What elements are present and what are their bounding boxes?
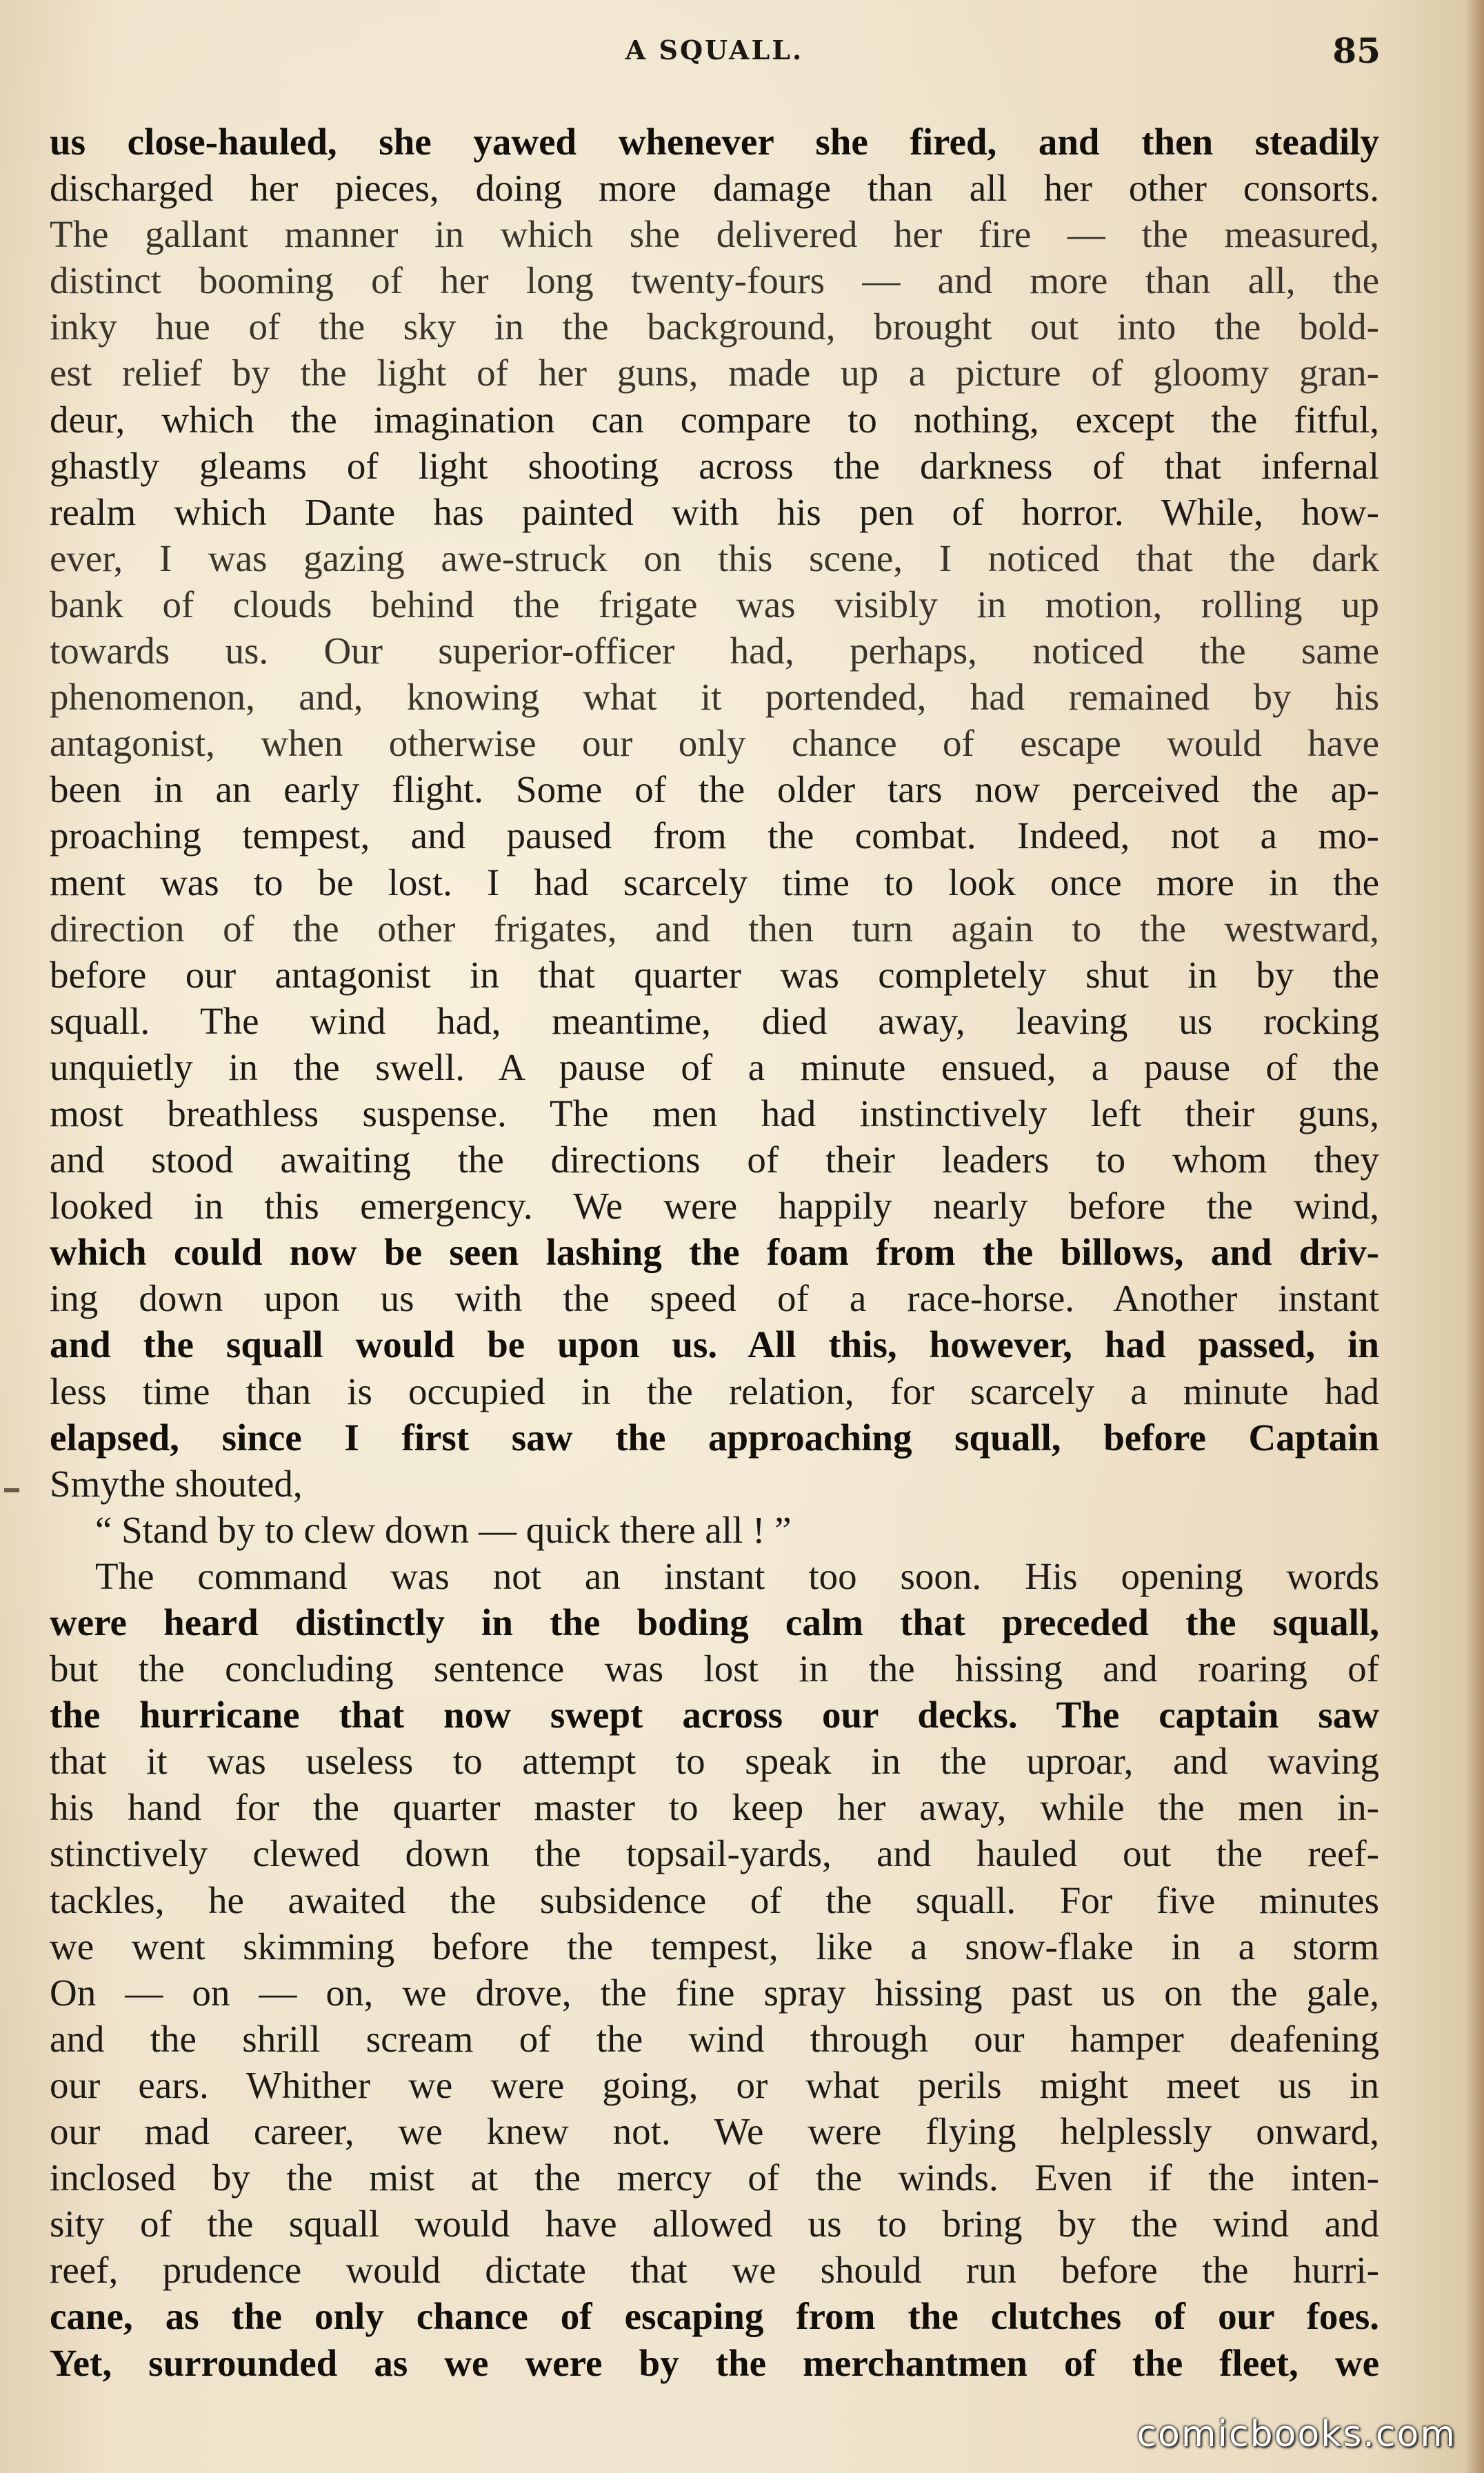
text-line: realm which Dante has painted with his pen of horror. While, how-: [50, 490, 1379, 533]
text-line: most breathless suspense. The men had instinctively left their guns,: [50, 1092, 1379, 1134]
text-line: Smythe shouted,: [50, 1462, 303, 1505]
text-line: were heard distinctly in the boding calm that preceded the squall,: [50, 1601, 1379, 1643]
text-line: est relief by the light of her guns, made up a picture of gloomy gran-: [50, 352, 1379, 394]
text-line: discharged her pieces, doing more damage than all her other consorts.: [50, 167, 1379, 210]
text-line: which could now be seen lashing the foam from the billows, and driv-: [50, 1231, 1379, 1274]
page-number: 85: [1332, 30, 1381, 71]
text-line: squall. The wind had, meantime, died away, leaving us rocking: [50, 999, 1379, 1042]
text-line: The gallant manner in which she delivered her fire — the measured,: [50, 213, 1379, 256]
site-watermark: comicbooks.com: [1136, 2414, 1456, 2455]
text-line: deur, which the imagination can compare to nothing, except the fitful,: [50, 398, 1379, 441]
text-line: inclosed by the mist at the mercy of the winds. Even if the inten-: [50, 2156, 1379, 2199]
text-line: looked in this emergency. We were happily nearly before the wind,: [50, 1185, 1379, 1228]
text-line: ghastly gleams of light shooting across the darkness of that infernal: [50, 444, 1379, 487]
text-line: before our antagonist in that quarter was completely shut in by the: [50, 953, 1379, 996]
text-line: we went skimming before the tempest, like a snow-flake in a storm: [50, 1925, 1379, 1968]
text-line: but the concluding sentence was lost in the hissing and roaring of: [50, 1648, 1379, 1690]
text-line: his hand for the quarter master to keep her away, while the men in-: [50, 1786, 1379, 1829]
text-line: that it was useless to attempt to speak in the uproar, and waving: [50, 1740, 1379, 1783]
text-line: ment was to be lost. I had scarcely time to look once more in the: [50, 861, 1379, 903]
text-line: distinct booming of her long twenty-fours — and more than all, the: [50, 259, 1379, 302]
text-line: our mad career, we knew not. We were flying helplessly onward,: [50, 2110, 1379, 2153]
text-line: The command was not an instant too soon. His opening words: [95, 1554, 1379, 1597]
text-line: On — on — on, we drove, the fine spray hissing past us on the gale,: [50, 1971, 1379, 2014]
text-line: been in an early flight. Some of the older tars now perceived the ap-: [50, 768, 1379, 811]
text-line: stinctively clewed down the topsail-yards, and hauled out the reef-: [50, 1832, 1379, 1875]
page-header: [48, 30, 1381, 79]
text-line: ever, I was gazing awe-struck on this scene, I noticed that the dark: [50, 537, 1379, 579]
text-line: and the shrill scream of the wind through our hamper deafening: [50, 2017, 1379, 2060]
text-line: direction of the other frigates, and then turn again to the westward,: [50, 907, 1379, 950]
body-text: [50, 119, 1379, 2386]
text-line: less time than is occupied in the relation, for scarcely a minute had: [50, 1370, 1379, 1412]
text-line: the hurricane that now swept across our decks. The captain saw: [50, 1694, 1379, 1736]
text-line: reef, prudence would dictate that we should run before the hurri-: [50, 2249, 1379, 2292]
text-line: towards us. Our superior-officer had, perhaps, noticed the same: [50, 630, 1379, 672]
text-line: and the squall would be upon us. All this, however, had passed, in: [50, 1323, 1379, 1366]
text-line: us close-hauled, she yawed whenever she fired, and then steadily: [50, 121, 1379, 163]
text-line: “ Stand by to clew down — quick there all ! ”: [95, 1508, 792, 1551]
text-line: ing down upon us with the speed of a race-horse. Another instant: [50, 1277, 1379, 1320]
margin-mark: [4, 1488, 19, 1492]
text-line: Yet, surrounded as we were by the merchantmen of the fleet, we: [50, 2341, 1379, 2384]
text-line: our ears. Whither we were going, or what perils might meet us in: [50, 2063, 1379, 2106]
text-line: bank of clouds behind the frigate was visibly in motion, rolling up: [50, 583, 1379, 625]
text-line: unquietly in the swell. A pause of a minute ensued, a pause of the: [50, 1045, 1379, 1088]
running-title: A SQUALL.: [625, 34, 804, 66]
text-line: tackles, he awaited the subsidence of the squall. For five minutes: [50, 1879, 1379, 1921]
text-line: sity of the squall would have allowed us to bring by the wind and: [50, 2203, 1379, 2245]
text-line: antagonist, when otherwise our only chance of escape would have: [50, 722, 1379, 765]
text-line: elapsed, since I first saw the approaching squall, before Captain: [50, 1416, 1379, 1459]
text-line: phenomenon, and, knowing what it portended, had remained by his: [50, 676, 1379, 719]
text-line: cane, as the only chance of escaping from the clutches of our foes.: [50, 2295, 1379, 2338]
text-line: and stood awaiting the directions of their leaders to whom they: [50, 1139, 1379, 1181]
page-edge-shadow: [1465, 0, 1484, 2473]
text-line: inky hue of the sky in the background, brought out into the bold-: [50, 306, 1379, 348]
text-line: proaching tempest, and paused from the combat. Indeed, not a mo-: [50, 814, 1379, 857]
